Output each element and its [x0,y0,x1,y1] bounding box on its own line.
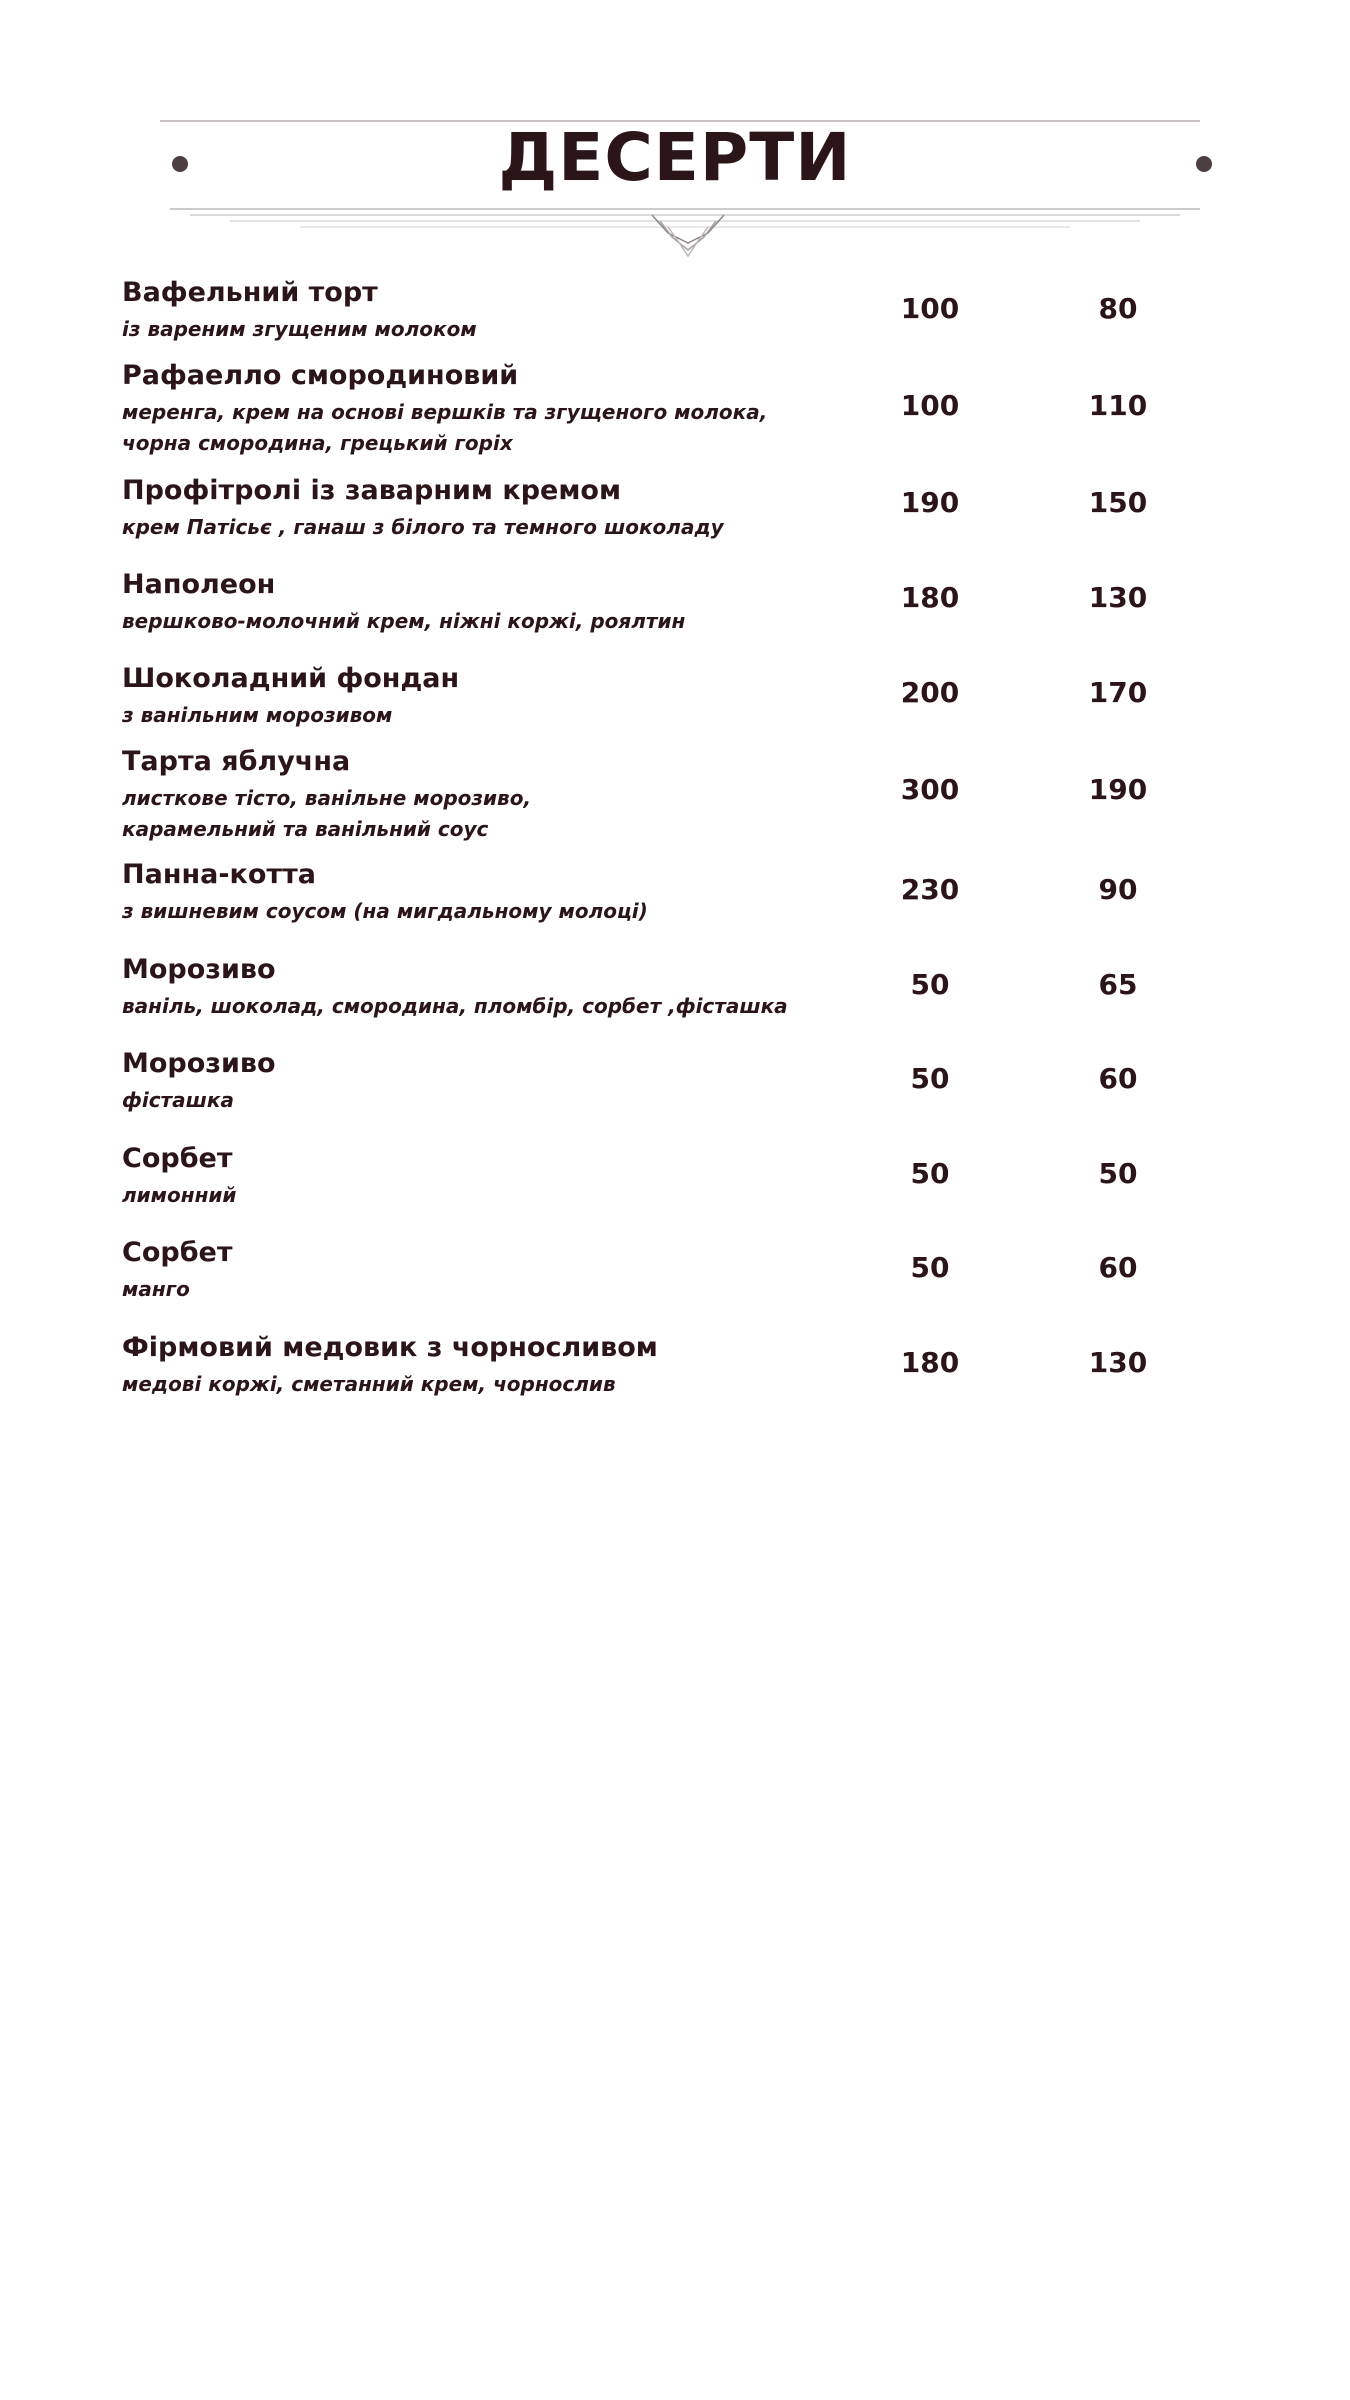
item-weight: 100 [900,389,960,422]
item-description: з вишневим соусом (на мигдальному молоці) [122,899,648,923]
item-weight: 50 [910,1062,950,1095]
item-weight: 50 [910,1157,950,1190]
item-weight: 230 [900,873,960,906]
item-name: Рафаелло смородиновий [122,360,519,391]
item-price: 190 [1088,773,1148,806]
item-name: Морозиво [122,954,276,985]
item-description: лимонний [122,1183,237,1207]
item-weight: 180 [900,1346,960,1379]
item-weight: 50 [910,1251,950,1284]
item-price: 60 [1098,1062,1138,1095]
item-name: Сорбет [122,1143,233,1174]
item-name: Вафельний торт [122,277,378,308]
item-price: 110 [1088,389,1148,422]
item-description: меренга, крем на основі вершків та згущеного молока, чорна смородина, грецький горіх [122,400,768,455]
item-description: крем Патісьє , ганаш з білого та темного шоколаду [122,515,724,539]
item-name: Панна-котта [122,859,316,890]
item-weight: 300 [900,773,960,806]
item-description: фісташка [122,1088,234,1112]
item-price: 60 [1098,1251,1138,1284]
item-weight: 190 [900,486,960,519]
item-price: 130 [1088,1346,1148,1379]
item-price: 170 [1088,676,1148,709]
item-description: вершково-молочний крем, ніжні коржі, роялтин [122,609,686,633]
item-price: 90 [1098,873,1138,906]
item-description: ваніль, шоколад, смородина, пломбір, сорбет ,фісташка [122,994,788,1018]
item-price: 150 [1088,486,1148,519]
item-weight: 200 [900,676,960,709]
item-description: з ванільним морозивом [122,703,393,727]
item-name: Сорбет [122,1237,233,1268]
item-name: Морозиво [122,1048,276,1079]
page-title: ДЕСЕРТИ [498,119,852,196]
item-name: Тарта яблучна [122,746,351,777]
item-description: манго [122,1277,190,1301]
item-name: Профітролі із заварним кремом [122,475,622,506]
item-weight: 100 [900,292,960,325]
item-description: листкове тісто, ванільне морозиво, карамельний та ванільний соус [122,786,532,841]
item-price: 65 [1098,968,1138,1001]
item-name: Фірмовий медовик з чорносливом [122,1332,658,1363]
item-price: 130 [1088,581,1148,614]
item-weight: 50 [910,968,950,1001]
item-description: медові коржі, сметанний крем, чорнослив [122,1372,616,1396]
item-price: 50 [1098,1157,1138,1190]
item-name: Наполеон [122,569,276,600]
item-weight: 180 [900,581,960,614]
item-price: 80 [1098,292,1138,325]
item-name: Шоколадний фондан [122,663,460,694]
item-description: із вареним згущеним молоком [122,317,477,341]
